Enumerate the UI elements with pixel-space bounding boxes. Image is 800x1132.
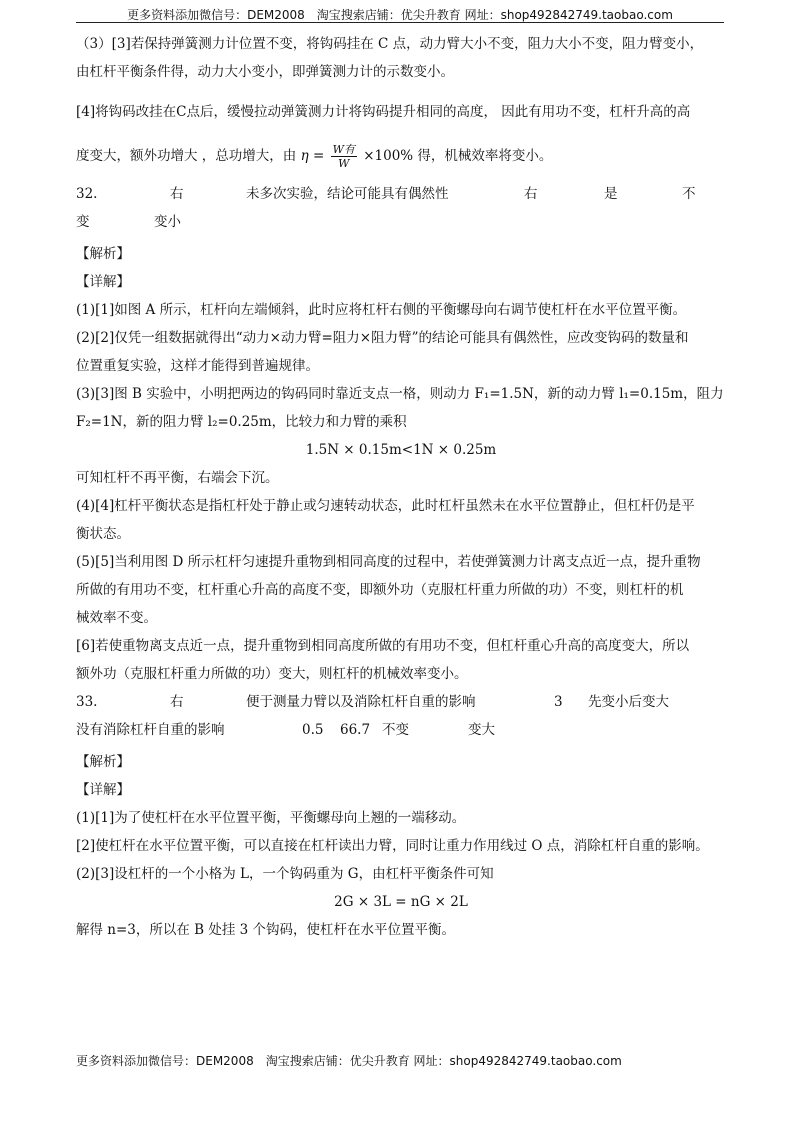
q32-answer-4: 是 bbox=[604, 186, 618, 202]
q31-line-2: 由杠杆平衡条件得，动力大小变小，即弹簧测力计的示数变小。 bbox=[76, 64, 454, 80]
q33-equation: 2G × 3L = nG × 2L bbox=[334, 894, 468, 910]
answer-content bbox=[76, 30, 726, 944]
q32-detail-heading: 【详解】 bbox=[76, 274, 130, 290]
page-footer: 更多资料添加微信号：DEM2008 淘宝搜索店铺：优尖升教育 网址：shop492842749.taobao.com bbox=[76, 1054, 622, 1068]
q32-para-4b: 衡状态。 bbox=[76, 526, 130, 542]
header-divider bbox=[76, 22, 724, 23]
q32-para-3c: 可知杠杆不再平衡，右端会下沉。 bbox=[76, 470, 279, 486]
q33-detail-heading: 【详解】 bbox=[76, 782, 130, 798]
q33-para-2: [2]使杠杆在水平位置平衡，可以直接在杠杆读出力臂，同时让重力作用线过 O 点，消除杠杆自重的影响。 bbox=[76, 838, 709, 854]
q31-line-4a: 度变大，额外功增大 ，总功增大，由 bbox=[76, 148, 297, 164]
fraction-numerator: W有 bbox=[332, 143, 355, 156]
q33-para-4: 解得 n=3，所以在 B 处挂 3 个钩码，使杠杆在水平位置平衡。 bbox=[76, 922, 456, 938]
q33-answer-5: 没有消除杠杆自重的影响 bbox=[76, 722, 225, 738]
q33-para-3: (2)[3]设杠杆的一个小格为 L，一个钩码重为 G，由杠杆平衡条件可知 bbox=[76, 866, 494, 882]
q33-answer-2: 便于测量力臂以及消除杠杆自重的影响 bbox=[246, 694, 476, 710]
q33-answer-7: 66.7 bbox=[340, 722, 371, 738]
q33-answer-row-1 bbox=[76, 688, 726, 716]
q31-line-4 bbox=[76, 138, 726, 174]
q32-answer-5: 不 bbox=[682, 186, 696, 202]
q32-answer-row-1 bbox=[76, 180, 726, 208]
q32-answer-row-2 bbox=[76, 208, 726, 236]
q33-answer-1: 右 bbox=[170, 694, 184, 710]
q33-number: 33. bbox=[76, 694, 98, 710]
q31-line-1: （3）[3]若保持弹簧测力计位置不变，将钩码挂在 C 点，动力臂大小不变，阻力大小不变，阻力臂变小， bbox=[76, 36, 704, 52]
q33-answer-8: 不变 bbox=[382, 722, 409, 738]
q32-equation: 1.5N × 0.15m<1N × 0.25m bbox=[305, 442, 497, 458]
q32-answer-2: 未多次实验，结论可能具有偶然性 bbox=[246, 186, 449, 202]
q32-para-3b: F₂=1N，新的阻力臂 l₂=0.25m，比较力和力臂的乘积 bbox=[76, 414, 407, 430]
q32-para-5a: (5)[5]当利用图 D 所示杠杆匀速提升重物到相同高度的过程中，若使弹簧测力计离支点近一点，提升重物 bbox=[76, 554, 701, 570]
q33-answer-9: 变大 bbox=[468, 722, 495, 738]
q32-para-5b: 所做的有用功不变，杠杆重心升高的高度不变，即额外功（克服杠杆重力所做的功）不变，则杠杆的机 bbox=[76, 582, 684, 598]
q32-para-5c: 械效率不变。 bbox=[76, 610, 157, 626]
q32-answer-6: 变 bbox=[76, 214, 90, 230]
q32-para-2b: 位置重复实验，这样才能得到普遍规律。 bbox=[76, 358, 319, 374]
fraction-denominator: W bbox=[338, 157, 350, 170]
q33-answer-6: 0.5 bbox=[302, 722, 324, 738]
q32-para-1: (1)[1]如图 A 所示，杠杆向左端倾斜，此时应将杠杆右侧的平衡螺母向右调节使杠杆在水平位置平衡。 bbox=[76, 302, 687, 318]
q33-analysis-heading: 【解析】 bbox=[76, 754, 130, 770]
q32-number: 32. bbox=[76, 186, 98, 202]
q33-answer-4: 先变小后变大 bbox=[588, 694, 669, 710]
q31-line-3: [4]将钩码改挂在C点后，缓慢拉动弹簧测力计将钩码提升相同的高度， 因此有用功不变，杠杆升高的高 bbox=[76, 104, 691, 120]
q32-para-2a: (2)[2]仅凭一组数据就得出“动力×动力臂=阻力×阻力臂”的结论可能具有偶然性，应改变钩码的数量和 bbox=[76, 330, 689, 346]
q31-line-4b: ×100% 得，机械效率将变小。 bbox=[363, 148, 553, 164]
q33-answer-3: 3 bbox=[554, 694, 563, 710]
efficiency-fraction bbox=[331, 143, 357, 170]
q32-para-6b: 额外功（克服杠杆重力所做的功）变大，则杠杆的机械效率变小。 bbox=[76, 666, 468, 682]
q32-para-3a: (3)[3]图 B 实验中，小明把两边的钩码同时靠近支点一格，则动力 F₁=1.5N，新的动力臂 l₁=0.15m，阻力 bbox=[76, 386, 724, 402]
q32-answer-7: 变小 bbox=[154, 214, 181, 230]
q32-answer-1: 右 bbox=[170, 186, 184, 202]
q33-para-1: (1)[1]为了使杠杆在水平位置平衡，平衡螺母向上翘的一端移动。 bbox=[76, 810, 466, 826]
q32-para-6a: [6]若使重物离支点近一点，提升重物到相同高度所做的有用功不变，但杠杆重心升高的高度变大，所以 bbox=[76, 638, 690, 654]
q32-analysis-heading: 【解析】 bbox=[76, 246, 130, 262]
q32-answer-3: 右 bbox=[524, 186, 538, 202]
efficiency-symbol: η = bbox=[300, 148, 325, 164]
page-header: 更多资料添加微信号：DEM2008 淘宝搜索店铺：优尖升教育 网址：shop492842749.taobao.com bbox=[127, 8, 673, 22]
q32-para-4a: (4)[4]杠杆平衡状态是指杠杆处于静止或匀速转动状态，此时杠杆虽然未在水平位置静止，但杠杆仍是平 bbox=[76, 498, 695, 514]
q33-answer-row-2 bbox=[76, 716, 726, 744]
